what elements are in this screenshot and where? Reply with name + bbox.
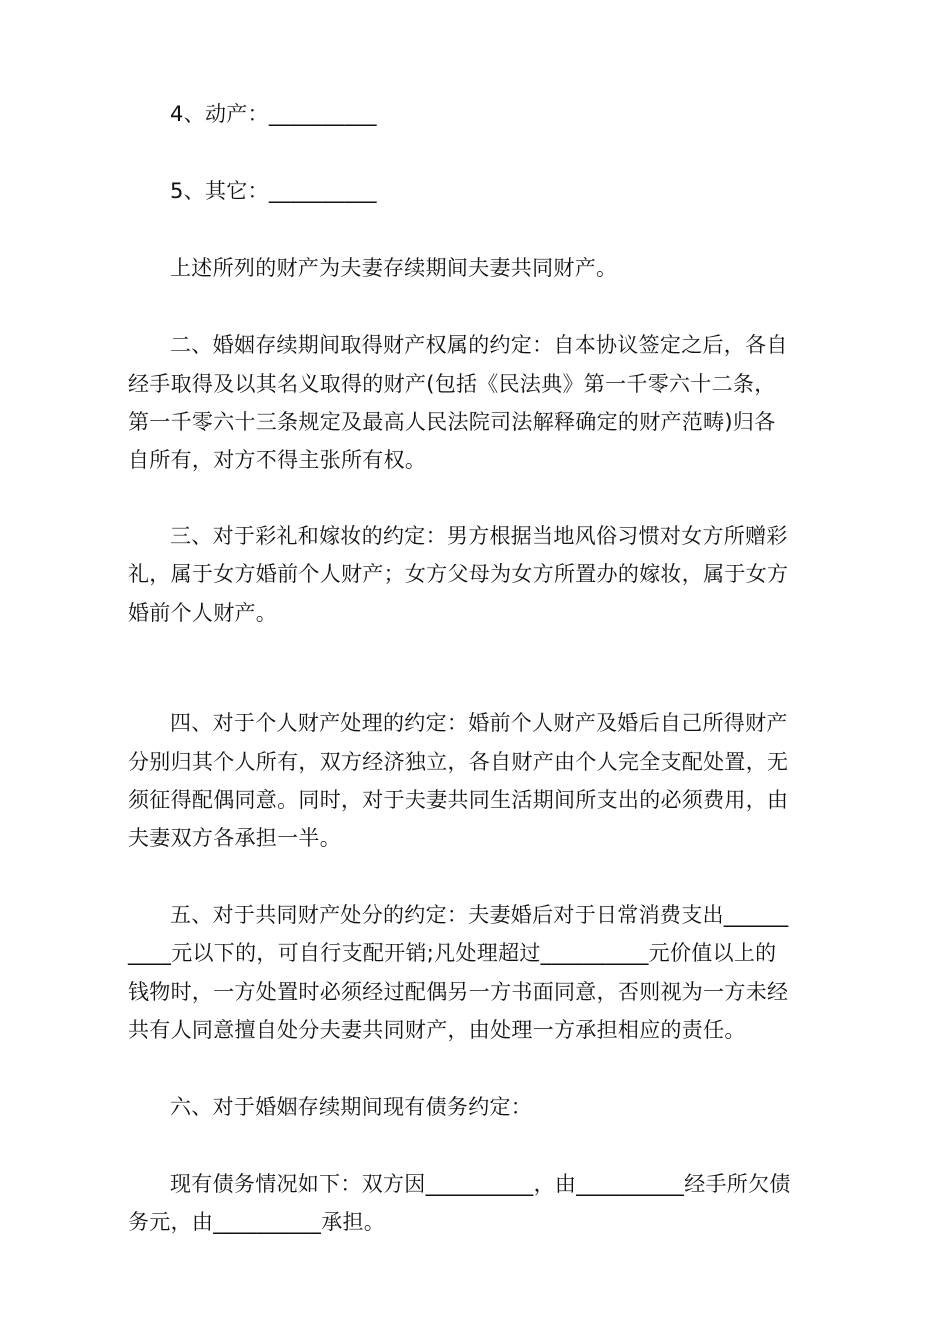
clause-2-line-4: 自所有，对方不得主张所有权。 [128, 448, 427, 472]
clause-4-line-3: 须征得配偶同意。同时，对于夫妻共同生活期间所支出的必须费用，由 [128, 788, 789, 812]
clause-2-line-2: 经手取得及以其名义取得的财产(包括《民法典》第一千零六十二条， [128, 372, 776, 396]
clause-3-line-1: 三、对于彩礼和嫁妆的约定：男方根据当地风俗习惯对女方所赠彩 [170, 524, 788, 548]
clause-3-line-3: 婚前个人财产。 [128, 601, 278, 625]
clause-5-line-1: 五、对于共同财产处分的约定：夫妻婚后对于日常消费支出______ [170, 903, 789, 927]
clause-4-line-1: 四、对于个人财产处理的约定：婚前个人财产及婚后自己所得财产 [170, 711, 788, 735]
clause-5-line-3: 钱物时，一方处置时必须经过配偶另一方书面同意，否则视为一方未经 [128, 980, 789, 1004]
clause-5-line-2: ____元以下的，可自行支配开销;凡处理超过__________元价值以上的 [128, 941, 777, 965]
clause-4-line-4: 夫妻双方各承担一半。 [128, 826, 341, 850]
item-movable-property: 4、动产：__________ [170, 102, 377, 126]
clause-6-heading: 六、对于婚姻存续期间现有债务约定： [170, 1095, 533, 1119]
clause-5-line-4: 共有人同意擅自处分夫妻共同财产，由处理一方承担相应的责任。 [128, 1018, 746, 1042]
item-other: 5、其它：__________ [170, 179, 377, 203]
clause-2-line-1: 二、婚姻存续期间取得财产权属的约定：自本协议签定之后，各自 [170, 333, 788, 357]
debt-line-2: 务元，由__________承担。 [128, 1210, 386, 1234]
clause-4-line-2: 分别归其个人所有，双方经济独立，各自财产由个人完全支配处置，无 [128, 750, 789, 774]
debt-line-1: 现有债务情况如下：双方因__________，由__________经手所欠债 [170, 1172, 791, 1196]
paragraph-joint-property: 上述所列的财产为夫妻存续期间夫妻共同财产。 [170, 256, 618, 280]
clause-3-line-2: 礼，属于女方婚前个人财产；女方父母为女方所置办的嫁妆，属于女方 [128, 562, 789, 586]
clause-2-line-3: 第一千零六十三条规定及最高人民法院司法解释确定的财产范畴)归各 [128, 410, 776, 434]
